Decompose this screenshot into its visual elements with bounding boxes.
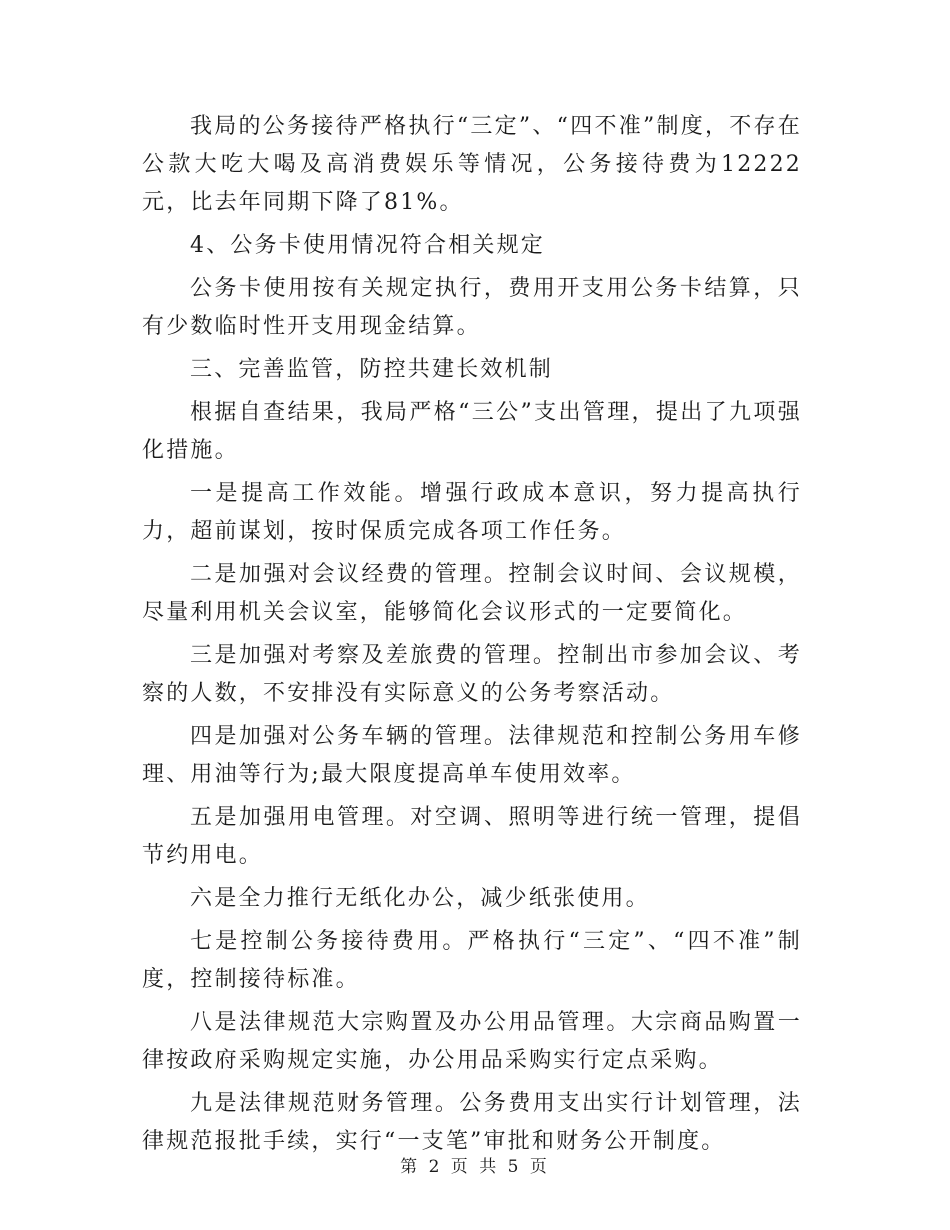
section-heading: 三、完善监管，防控共建长效机制 — [190, 357, 554, 382]
paragraph: 四是加强对公务车辆的管理。法律规范和控制公务用车修理、用油等行为;最大限度提高单车使用效率。 — [142, 724, 802, 787]
paragraph: 一是提高工作效能。增强行政成本意识，努力提高执行力，超前谋划，按时保质完成各项工作任务。 — [142, 481, 802, 544]
paragraph: 公务卡使用按有关规定执行，费用开支用公务卡结算，只有少数临时性开支用现金结算。 — [142, 276, 802, 339]
document-body — [142, 108, 802, 1166]
paragraph: 二是加强对会议经费的管理。控制会议时间、会议规模，尽量利用机关会议室，能够简化会议形式的一定要简化。 — [142, 562, 802, 625]
paragraph: 九是法律规范财务管理。公务费用支出实行计划管理，法律规范报批手续，实行“一支笔”审批和财务公开制度。 — [142, 1091, 802, 1154]
paragraph: 六是全力推行无纸化办公，减少纸张使用。 — [190, 886, 650, 911]
paragraph: 八是法律规范大宗购置及办公用品管理。大宗商品购置一律按政府采购规定实施，办公用品采购实行定点采购。 — [142, 1010, 802, 1073]
paragraph: 我局的公务接待严格执行“三定”、“四不准”制度，不存在公款大吃大喝及高消费娱乐等情况，公务接待费为12222元，比去年同期下降了81%。 — [142, 114, 802, 215]
paragraph: 七是控制公务接待费用。严格执行“三定”、“四不准”制度，控制接待标准。 — [142, 929, 802, 992]
paragraph: 五是加强用电管理。对空调、照明等进行统一管理，提倡节约用电。 — [142, 805, 802, 868]
paragraph: 三是加强对考察及差旅费的管理。控制出市参加会议、考察的人数，不安排没有实际意义的公务考察活动。 — [142, 643, 802, 706]
paragraph: 根据自查结果，我局严格“三公”支出管理，提出了九项强化措施。 — [142, 400, 802, 463]
paragraph: 4、公务卡使用情况符合相关规定 — [190, 233, 545, 258]
page-number-footer: 第 2 页 共 5 页 — [400, 1157, 550, 1177]
